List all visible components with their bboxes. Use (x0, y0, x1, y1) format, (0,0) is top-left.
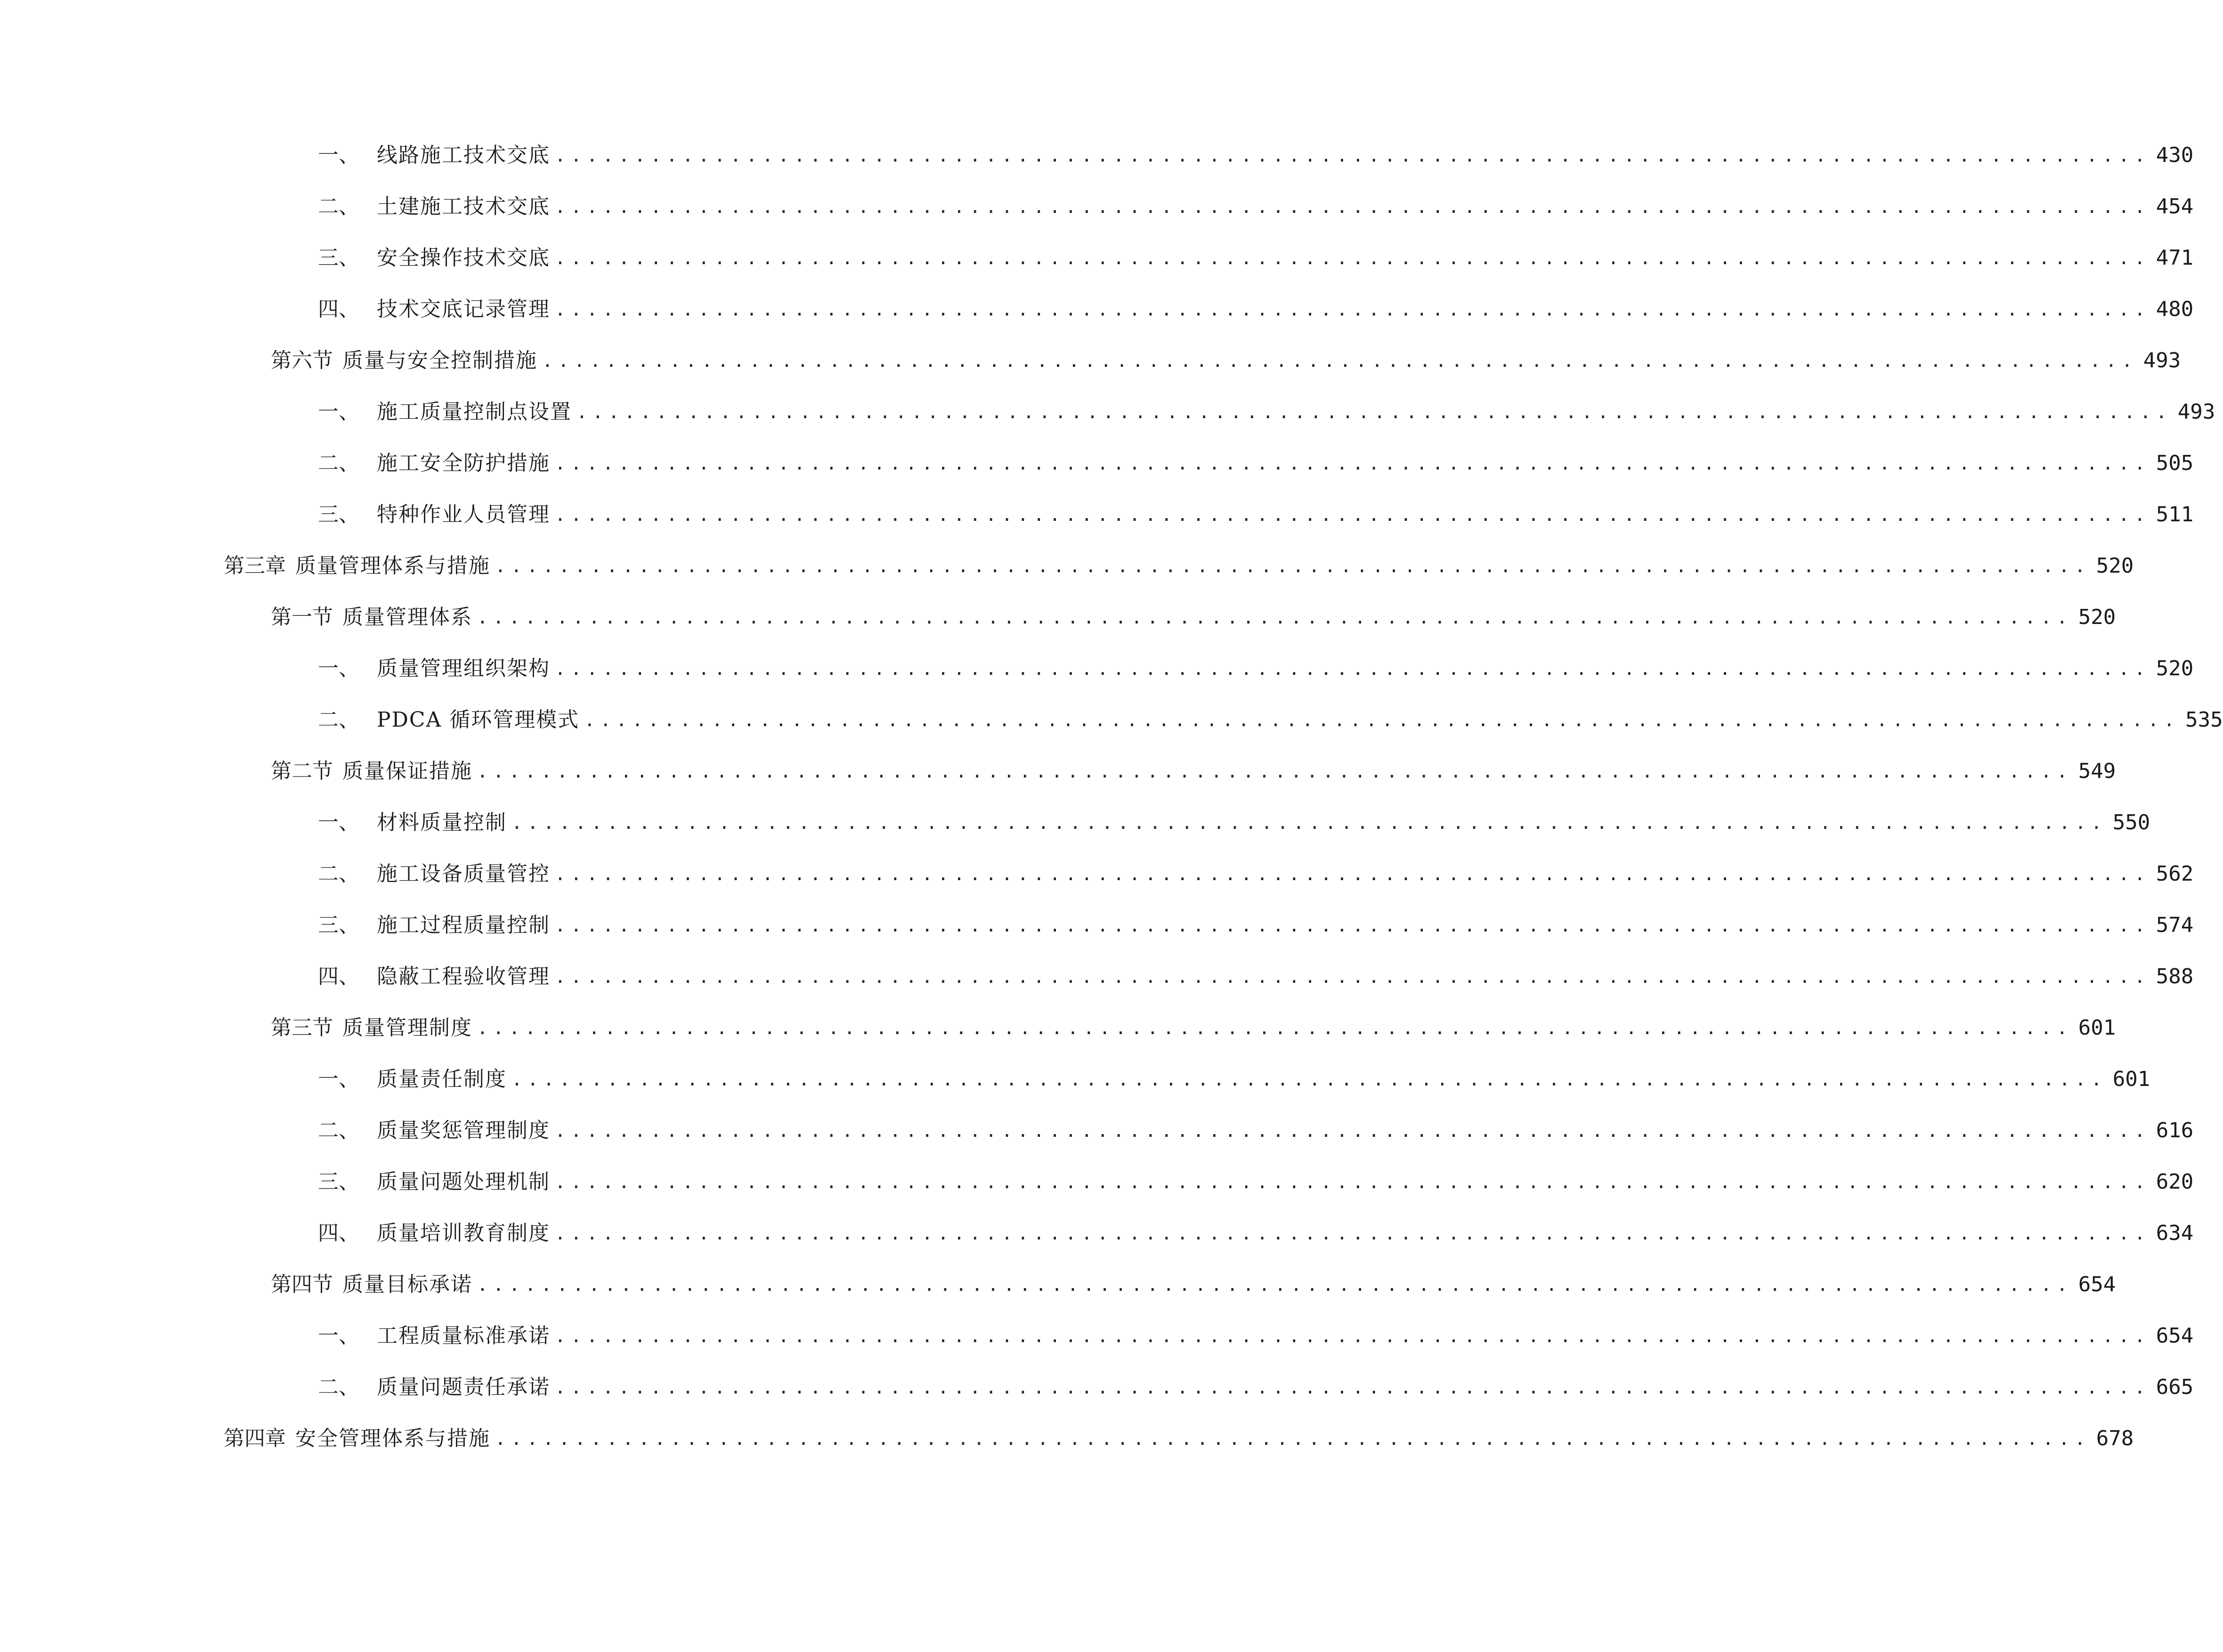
toc-entry[interactable] (318, 139, 2194, 172)
toc-entry[interactable] (271, 755, 2116, 788)
dot-leader: .................................................................................................... (477, 1274, 2073, 1295)
toc-entry-title: 质量问题处理机制 (377, 1170, 550, 1194)
toc-entry-number: 二、 (318, 862, 359, 886)
toc-entry-number: 第三章 (224, 554, 286, 578)
toc-entry-title: 工程质量标准承诺 (377, 1324, 550, 1348)
toc-entry[interactable] (318, 190, 2194, 223)
toc-entry-number: 一、 (318, 810, 359, 834)
toc-entry-title: 质量管理体系 (342, 605, 472, 629)
toc-entry-number: 三、 (318, 1170, 359, 1194)
dot-leader: .................................................................................................... (576, 402, 2172, 422)
toc-entry[interactable] (318, 1166, 2194, 1199)
dot-leader: .................................................................................................... (555, 658, 2150, 679)
toc-entry[interactable] (271, 1268, 2116, 1301)
toc-entry[interactable] (318, 704, 2223, 737)
toc-entry[interactable] (318, 806, 2150, 839)
toc-entry[interactable] (271, 1012, 2116, 1045)
toc-entry-number: 一、 (318, 400, 359, 424)
toc-entry-page: 678 (2096, 1426, 2134, 1450)
toc-entry-title: 质量问题责任承诺 (377, 1375, 550, 1399)
toc-entry-page: 471 (2156, 246, 2194, 270)
toc-entry-page: 620 (2156, 1170, 2194, 1194)
toc-entry-number: 一、 (318, 1067, 359, 1091)
toc-entry[interactable] (271, 344, 2181, 377)
toc-entry-page: 588 (2156, 964, 2194, 988)
dot-leader: .................................................................................................... (542, 350, 2138, 371)
toc-entry-title: 施工过程质量控制 (377, 913, 550, 937)
dot-leader: .................................................................................................... (477, 607, 2073, 628)
toc-entry-page: 520 (2096, 554, 2134, 578)
toc-entry-title: 质量管理组织架构 (377, 656, 550, 680)
toc-entry-title: 施工设备质量管控 (377, 862, 550, 886)
toc-entry-page: 535 (2185, 708, 2223, 732)
toc-entry-page: 550 (2112, 810, 2150, 834)
dot-leader: .................................................................................................... (477, 1018, 2073, 1038)
toc-entry[interactable] (318, 396, 2215, 429)
toc-entry-number: 第四节 (271, 1272, 333, 1296)
toc-entry-page: 601 (2078, 1016, 2116, 1040)
toc-entry-title: 质量管理体系与措施 (295, 554, 490, 578)
toc-entry-title: 质量奖惩管理制度 (377, 1118, 550, 1142)
dot-leader: .................................................................................................... (555, 1120, 2150, 1141)
dot-leader: .................................................................................................... (555, 1223, 2150, 1244)
toc-entry-page: 511 (2156, 502, 2194, 526)
toc-entry[interactable] (318, 1217, 2194, 1250)
toc-entry-title: PDCA 循环管理模式 (377, 708, 580, 732)
toc-entry-page: 562 (2156, 862, 2194, 886)
toc-entry-number: 二、 (318, 1375, 359, 1399)
toc-entry-title: 质量管理制度 (342, 1016, 472, 1040)
dot-leader: .................................................................................................... (511, 812, 2107, 833)
toc-entry-number: 三、 (318, 502, 359, 526)
dot-leader: .................................................................................................... (555, 453, 2150, 474)
toc-entry-number: 二、 (318, 451, 359, 475)
dot-leader: .................................................................................................... (555, 915, 2150, 936)
toc-entry-number: 三、 (318, 913, 359, 937)
toc-entry-title: 技术交底记录管理 (377, 297, 550, 321)
toc-entry-page: 430 (2156, 143, 2194, 167)
toc-entry-number: 一、 (318, 1324, 359, 1348)
toc-entry-number: 四、 (318, 297, 359, 321)
toc-entry-number: 一、 (318, 656, 359, 680)
toc-entry-title: 特种作业人员管理 (377, 502, 550, 526)
toc-entry-title: 安全操作技术交底 (377, 246, 550, 270)
toc-entry[interactable] (318, 447, 2194, 480)
toc-entry-page: 574 (2156, 913, 2194, 937)
dot-leader: .................................................................................................... (555, 299, 2150, 320)
toc-entry-number: 第四章 (224, 1426, 286, 1450)
toc-entry-number: 二、 (318, 1118, 359, 1142)
toc-entry-number: 四、 (318, 1221, 359, 1245)
toc-entry-page: 654 (2078, 1272, 2116, 1296)
toc-entry-page: 454 (2156, 194, 2194, 219)
dot-leader: .................................................................................................... (555, 145, 2150, 166)
dot-leader: .................................................................................................... (477, 761, 2073, 782)
toc-entry-number: 二、 (318, 708, 359, 732)
dot-leader: .................................................................................................... (555, 966, 2150, 987)
toc-entry[interactable] (271, 601, 2116, 634)
dot-leader: .................................................................................................... (555, 864, 2150, 884)
toc-entry-page: 601 (2112, 1067, 2150, 1091)
toc-entry-page: 665 (2156, 1375, 2194, 1399)
toc-entry-title: 质量与安全控制措施 (342, 348, 537, 373)
toc-entry-number: 四、 (318, 964, 359, 988)
toc-entry-page: 549 (2078, 759, 2116, 783)
toc-entry[interactable] (318, 293, 2194, 326)
toc-entry[interactable] (318, 242, 2194, 275)
toc-entry[interactable] (318, 960, 2194, 993)
toc-entry-title: 材料质量控制 (377, 810, 507, 834)
toc-entry-title: 线路施工技术交底 (377, 143, 550, 167)
toc-entry-number: 二、 (318, 194, 359, 219)
toc-entry-number: 第二节 (271, 759, 333, 783)
toc-entry-title: 质量培训教育制度 (377, 1221, 550, 1245)
toc-entry-number: 一、 (318, 143, 359, 167)
toc-entry-number: 第三节 (271, 1016, 333, 1040)
dot-leader: .................................................................................................... (555, 1172, 2150, 1192)
dot-leader: .................................................................................................... (555, 196, 2150, 217)
toc-entry-page: 616 (2156, 1118, 2194, 1142)
dot-leader: .................................................................................................... (495, 556, 2091, 576)
toc-entry-page: 634 (2156, 1221, 2194, 1245)
toc-entry[interactable] (318, 1063, 2150, 1096)
toc-entry-number: 第一节 (271, 605, 333, 629)
toc-entry[interactable] (318, 1320, 2194, 1352)
toc-entry-number: 第六节 (271, 348, 333, 373)
toc-entry[interactable] (318, 652, 2194, 685)
toc-entry[interactable] (224, 1422, 2134, 1455)
toc-entry-page: 480 (2156, 297, 2194, 321)
toc-entry-title: 施工安全防护措施 (377, 451, 550, 475)
toc-entry-page: 520 (2156, 656, 2194, 680)
toc-entry-number: 三、 (318, 246, 359, 270)
toc-entry-title: 质量保证措施 (342, 759, 472, 783)
toc-entry-page: 505 (2156, 451, 2194, 475)
toc-entry-title: 安全管理体系与措施 (295, 1426, 490, 1450)
dot-leader: .................................................................................................... (511, 1069, 2107, 1090)
toc-entry[interactable] (318, 1371, 2194, 1404)
dot-leader: .................................................................................................... (555, 1326, 2150, 1346)
toc-entry[interactable] (318, 1114, 2194, 1147)
toc-entry-title: 土建施工技术交底 (377, 194, 550, 219)
toc-entry[interactable] (318, 498, 2194, 531)
dot-leader: .................................................................................................... (555, 248, 2150, 268)
toc-entry-title: 质量目标承诺 (342, 1272, 472, 1296)
toc-entry-page: 520 (2078, 605, 2116, 629)
dot-leader: .................................................................................................... (584, 710, 2180, 730)
toc-entry-page: 493 (2177, 400, 2215, 424)
dot-leader: .................................................................................................... (555, 504, 2150, 525)
toc-entry[interactable] (224, 550, 2134, 583)
toc-entry[interactable] (318, 909, 2194, 942)
toc-entry-title: 质量责任制度 (377, 1067, 507, 1091)
dot-leader: .................................................................................................... (495, 1428, 2091, 1449)
toc-entry-page: 654 (2156, 1324, 2194, 1348)
toc-entry[interactable] (318, 858, 2194, 891)
dot-leader: .................................................................................................... (555, 1377, 2150, 1398)
toc-entry-title: 施工质量控制点设置 (377, 400, 572, 424)
toc-entry-page: 493 (2143, 348, 2181, 373)
toc-entry-title: 隐蔽工程验收管理 (377, 964, 550, 988)
